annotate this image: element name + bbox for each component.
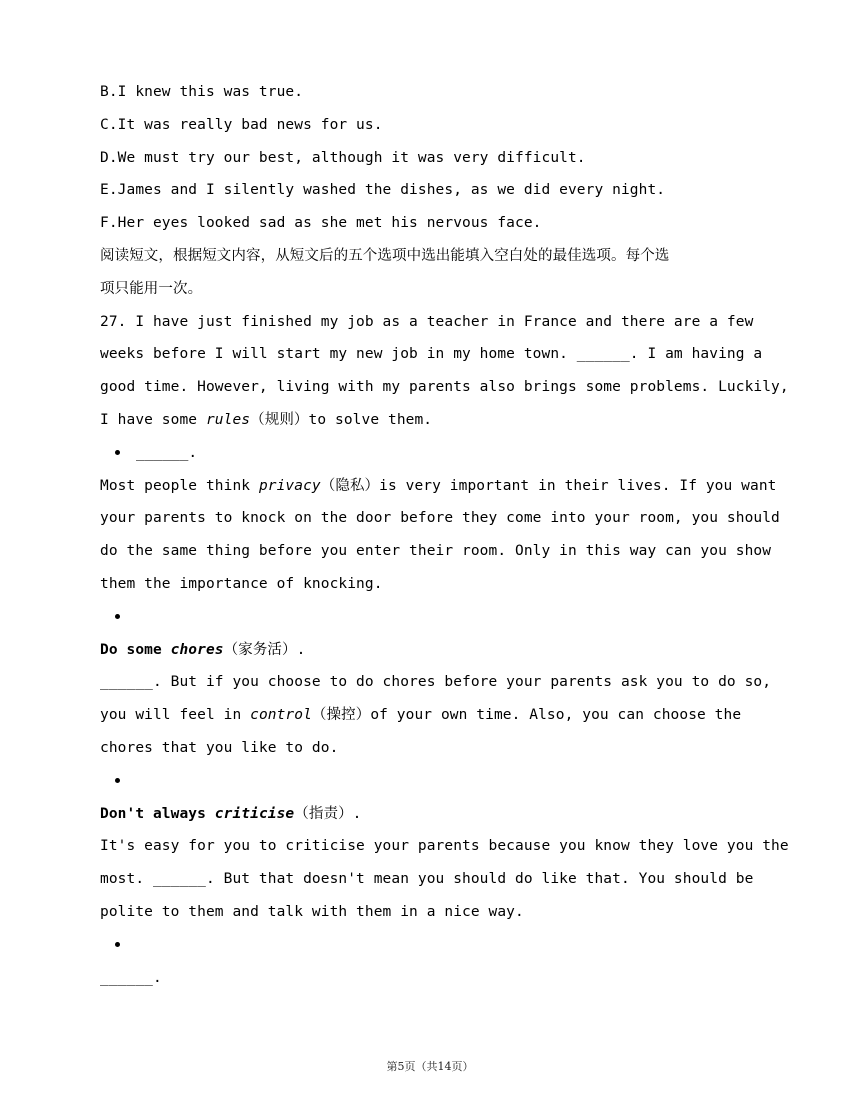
text-segment: （指责）. — [294, 805, 362, 822]
option-f: F.Her eyes looked sad as she met his nervous face. — [100, 215, 542, 232]
paragraph-1-line-4: them the importance of knocking. — [100, 575, 383, 592]
instruction-line-2: 项只能用一次。 — [100, 280, 203, 297]
paragraph-2-line-1: ______. But if you choose to do chores before your parents ask you to do so, — [100, 674, 772, 691]
bullet-item-1 — [100, 437, 760, 470]
text-segment: （操控）of your own time. Also, you can choose the — [311, 707, 742, 724]
bullet-item-2 — [100, 601, 760, 634]
heading-chores — [100, 634, 760, 667]
question-27-line-4 — [100, 404, 760, 437]
text-segment: （家务活）. — [223, 641, 306, 658]
bullet-icon — [115, 942, 120, 947]
text-segment: （规则）to solve them. — [250, 411, 433, 428]
paragraph-2-line-3: chores that you like to do. — [100, 739, 339, 756]
paragraph-1-line-1 — [100, 470, 777, 503]
italic-term: chores — [170, 641, 224, 658]
paragraph-3-line-2: most. ______. But that doesn't mean you should do like that. You should be — [100, 871, 754, 888]
paragraph-2-line-2 — [100, 699, 760, 732]
text-segment: Don't always — [100, 805, 215, 822]
option-e: E.James and I silently washed the dishes, as we did every night. — [100, 182, 666, 199]
document-body — [100, 76, 789, 994]
italic-term: criticise — [214, 805, 295, 822]
paragraph-1-line-3: do the same thing before you enter their room. Only in this way can you show — [100, 543, 772, 560]
page-footer: 第5页（共14页） — [386, 1060, 474, 1073]
text-segment: （隐私）is very important in their lives. If you want — [320, 477, 777, 494]
heading-criticise — [100, 798, 760, 831]
text-segment: Most people think — [100, 477, 259, 494]
text-segment: I have some — [100, 411, 206, 428]
final-answer-blank: ______. — [100, 969, 162, 986]
bullet-item-3 — [100, 765, 760, 798]
italic-term: control — [250, 707, 312, 724]
question-27-line-3: good time. However, living with my parents also brings some problems. Luckily, — [100, 379, 789, 396]
bullet-item-4 — [100, 929, 760, 962]
text-segment: you will feel in — [100, 707, 251, 724]
instruction-line-1: 阅读短文，根据短文内容，从短文后的五个选项中选出能填入空白处的最佳选项。每个选 — [100, 247, 670, 264]
bullet-icon — [115, 614, 120, 619]
question-27-line-1: 27. I have just finished my job as a teacher in France and there are a few — [100, 313, 754, 330]
option-d: D.We must try our best, although it was very difficult. — [100, 149, 586, 166]
paragraph-1-line-2: your parents to knock on the door before they come into your room, you should — [100, 510, 780, 527]
option-b: B.I knew this was true. — [100, 84, 304, 100]
text-segment: Do some — [100, 641, 171, 658]
bullet-icon — [115, 778, 120, 783]
bullet-icon — [115, 450, 120, 455]
paragraph-3-line-1: It's easy for you to criticise your parents because you know they love you the — [100, 838, 789, 855]
question-27-line-2: weeks before I will start my new job in my home town. ______. I am having a — [100, 346, 763, 363]
paragraph-3-line-3: polite to them and talk with them in a nice way. — [100, 903, 524, 920]
italic-term: privacy — [258, 477, 321, 494]
answer-blank: ______. — [136, 444, 198, 461]
option-c: C.It was really bad news for us. — [100, 116, 383, 133]
italic-term: rules — [205, 411, 251, 428]
